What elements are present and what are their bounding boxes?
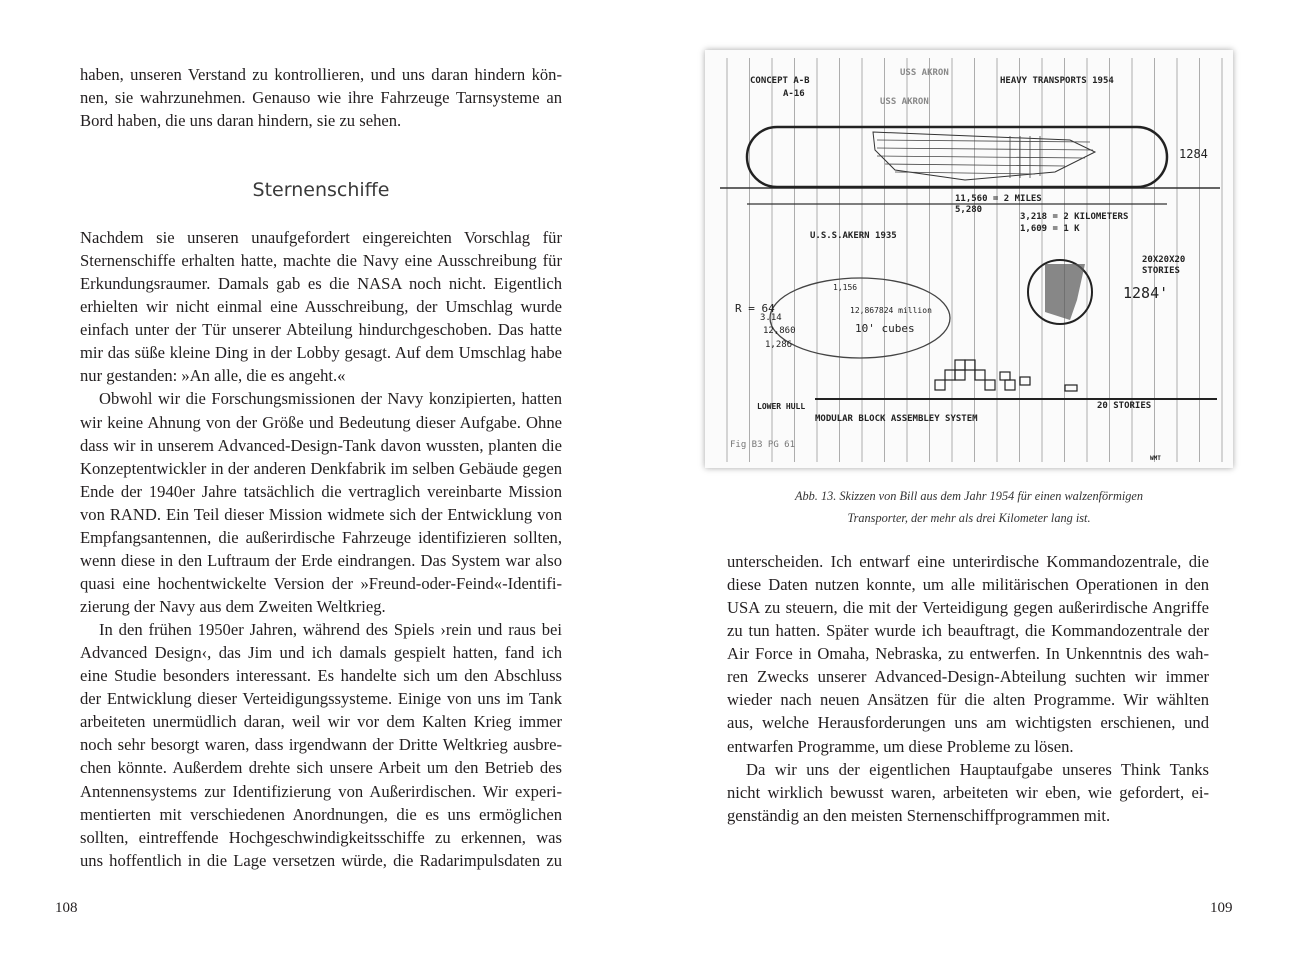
- sketch-label: LOWER HULL: [757, 402, 806, 411]
- sketch-label: 1284: [1179, 147, 1208, 161]
- text-line: Obwohl wir die Forschungsmissionen der Navy konzipierten, hatten: [99, 389, 562, 409]
- text-line: mentierten mit verschiedenen Anordnungen, die es uns ermöglichen: [80, 804, 562, 824]
- text-line: unterscheiden. Ich entwarf eine unterirdische Kommandozentrale, die: [727, 552, 1209, 571]
- sketch-label: 11,560 = 2 MILES: [955, 194, 1042, 204]
- text-line: ren Zwecks unserer Advanced-Design-Abteilung suchten wir immer: [727, 667, 1209, 687]
- text-line: wenn diese in den Luftraum der Erde eindrangen. Das System war also: [80, 550, 562, 570]
- text-line: arbeiteten unermüdlich daran, weil wir vor dem Kalten Krieg immer: [80, 712, 562, 732]
- sketch-label: WMT: [1150, 455, 1161, 462]
- sketch-figure: [705, 50, 1233, 468]
- text-line: Air Force in Omaha, Nebraska, zu entwerfen. In Unkenntnis des wah-: [727, 644, 1209, 664]
- text-line: nur gestanden: »An alle, die es angeht.«: [80, 366, 346, 386]
- text-line: Konzeptentwickler in der anderen Denkfabrik im selben Gebäude gegen: [80, 458, 562, 478]
- sketch-label: 20X20X20: [1142, 255, 1186, 265]
- sketch-label: 3.14: [760, 313, 782, 323]
- intro-paragraph: [80, 63, 562, 132]
- text-line: wieder nach neuen Ansätzen für die alten Programme. Wir wählten: [727, 690, 1209, 710]
- text-line: uns hoffentlich in die Lage versetzen würde, die Radarimpulsdaten zu: [80, 850, 562, 870]
- sketch-label: 10' cubes: [855, 322, 915, 335]
- text-line: noch sehr besorgt waren, dass irgendwann der Dritte Weltkrieg ausbre-: [80, 735, 562, 755]
- text-line: Da wir uns der eigentlichen Hauptaufgabe unseres Think Tanks: [746, 759, 1209, 779]
- text-line: Ende der 1940er Jahre tatsächlich die vertraglich vereinbarte Mission: [80, 481, 562, 501]
- text-line: wir keine Ahnung von der Größe und Bedeutung dieser Aufgabe. Ohne: [80, 412, 562, 432]
- text-line: der Entwicklung dieser Verteidigungssysteme. Einige von uns im Tank: [80, 689, 562, 709]
- sketch-label: 5,280: [955, 205, 983, 215]
- caption-line: Transporter, der mehr als drei Kilometer lang ist.: [847, 511, 1091, 525]
- caption-line: Abb. 13. Skizzen von Bill aus dem Jahr 1954 für einen walzenförmigen: [794, 489, 1144, 503]
- sketch-label: U.S.S.AKERN 1935: [810, 231, 897, 241]
- sketch-label: HEAVY TRANSPORTS 1954: [1000, 76, 1114, 86]
- left-body-text: [80, 226, 562, 872]
- text-line: dass wir in unserem Advanced-Design-Tank davon wussten, planten die: [80, 435, 562, 455]
- text-line: chen könnte. Außerdem drehte sich unsere Arbeit um den Betrieb des: [80, 758, 562, 778]
- text-line: Empfangsantennen, die außerirdische Fahrzeuge identifizieren sollten,: [80, 527, 562, 547]
- section-heading: Sternenschiffe: [252, 179, 390, 201]
- sketch-label: USS AKRON: [880, 97, 929, 107]
- text-line: zierung der Navy aus dem Zweiten Weltkrieg.: [80, 597, 386, 616]
- page-number-right: 109: [1210, 900, 1233, 916]
- transporter-sketch-image: [705, 50, 1233, 468]
- text-line: USA zu steuern, die mit der Verteidigung gegen außerirdische Angriffe: [727, 598, 1209, 618]
- sketch-label: 1,156: [833, 283, 858, 292]
- text-line: diese Daten nutzen konnte, um alle militärischen Operationen in den: [727, 575, 1209, 595]
- text-line: sollten, eintreffende Hochgeschwindigkeitsschiffe zu erkennen, was: [80, 827, 562, 847]
- text-line: erhielten wir nicht einmal eine Ausschreibung, der Umschlag wurde: [80, 297, 562, 317]
- text-line: Sternenschiffe erhalten hatte, machte die Navy eine Ausschreibung für: [80, 251, 562, 271]
- text-line: mir das süße kleine Ding in der Lobby gesagt. Auf dem Umschlag habe: [80, 343, 562, 363]
- text-line: Nachdem sie unseren unaufgefordert eingereichten Vorschlag für: [80, 228, 562, 247]
- sketch-label: 3,218 = 2 KILOMETERS: [1020, 212, 1129, 222]
- sketch-label: STORIES: [1142, 266, 1180, 276]
- text-line: aus, welche Herausforderungen uns am wichtigsten erschienen, und: [727, 713, 1209, 733]
- text-line: nicht wirklich bewusst waren, arbeiteten wir eben, wie gefordert, ei-: [727, 782, 1209, 802]
- text-line: Antennensystems zur Identifizierung von Außerirdischen. Wir experi-: [80, 781, 562, 801]
- text-line: quasi eine hochentwickelte Version der »Freund-oder-Feind«-Identifi-: [80, 573, 562, 593]
- text-line: genständig an den meisten Sternenschiffprogrammen mit.: [727, 805, 1111, 825]
- text-line: einfach unter der Tür unserer Abteilung hindurchgeschoben. Das hatte: [80, 320, 562, 340]
- right-body-text: [727, 550, 1209, 827]
- figure-caption: [705, 485, 1233, 529]
- sketch-label: 1,609 = 1 K: [1020, 224, 1080, 234]
- text-line: nen, sie wahrzunehmen. Genauso wie ihre Fahrzeuge Tarnsysteme an: [80, 88, 562, 108]
- sketch-label: 12,860: [763, 326, 796, 336]
- text-line: eine Studie besonders interessant. Es handelte sich um den Abschluss: [80, 666, 562, 686]
- text-line: Advanced Design‹, das Jim und ich damals gespielt hatten, fand ich: [80, 643, 562, 663]
- sketch-label: 12,867824 million: [850, 306, 932, 315]
- text-line: Bord haben, die uns daran hindern, sie zu sehen.: [80, 111, 402, 131]
- sketch-label: A-16: [783, 89, 805, 99]
- sketch-label: USS AKRON: [900, 68, 949, 78]
- text-line: Erkundungsraumer. Damals gab es die NASA noch nicht. Eigentlich: [80, 274, 562, 294]
- text-line: In den frühen 1950er Jahren, während des Spiels ›rein und raus bei: [99, 620, 562, 640]
- text-line: haben, unseren Verstand zu kontrollieren, und uns daran hindern kön-: [80, 65, 562, 84]
- sketch-label: 20 STORIES: [1097, 401, 1152, 411]
- text-line: zu tun hatten. Später wurde ich beauftragt, die Kommandozentrale der: [727, 621, 1209, 641]
- sketch-label: R = 64: [735, 302, 775, 315]
- sketch-label: Fig B3 PG 61: [730, 440, 796, 450]
- page-number-left: 108: [55, 900, 78, 916]
- text-line: von RAND. Ein Teil dieser Mission widmete sich der Entwicklung von: [80, 504, 562, 524]
- sketch-label: 1,286: [765, 340, 793, 350]
- sketch-label: 1284': [1123, 284, 1169, 302]
- sketch-label: CONCEPT A-B: [750, 76, 810, 86]
- sketch-label: MODULAR BLOCK ASSEMBLEY SYSTEM: [815, 414, 978, 424]
- text-line: entwarfen Programme, um diese Probleme zu lösen.: [727, 736, 1074, 756]
